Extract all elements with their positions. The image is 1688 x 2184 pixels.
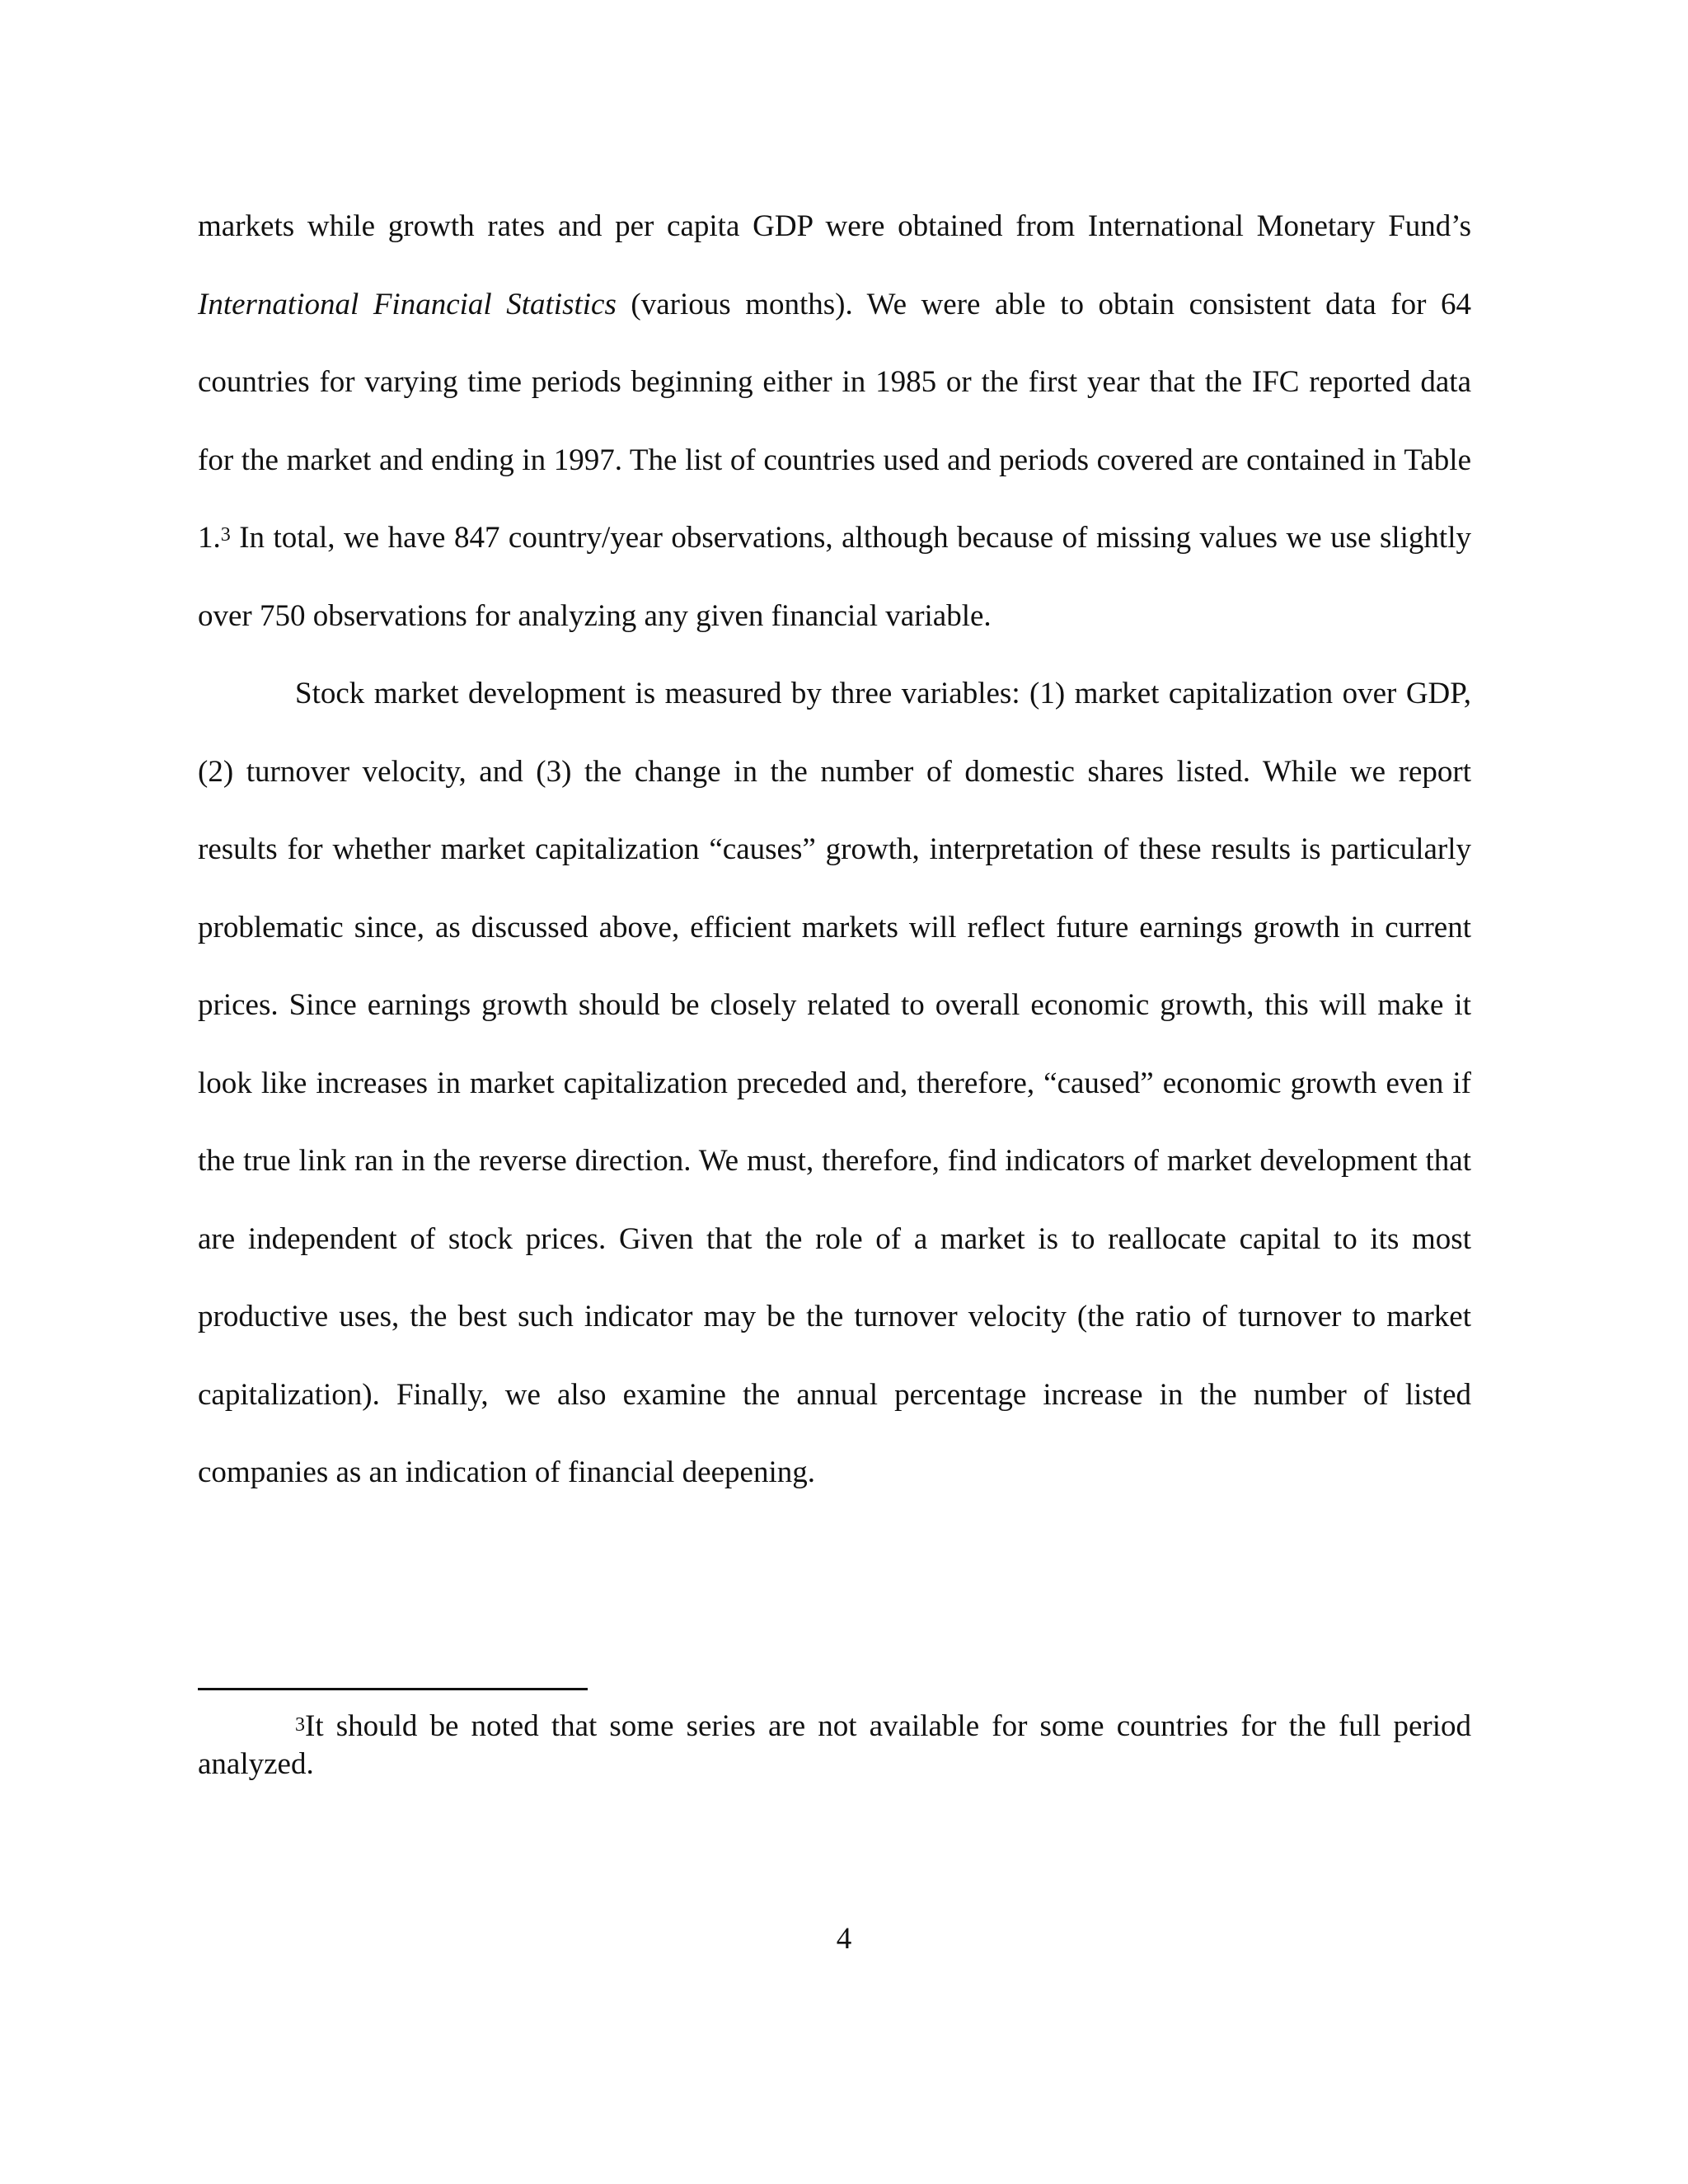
footnote-mark: 3: [295, 1714, 305, 1736]
paragraph-2: Stock market development is measured by three variables: (1) market capitalization over GDP, (2) turnover velocity, and (3) the change in the number of domestic shares listed. While we report results for whether market capitalization “causes” growth, interpretation of these results is particularly problematic since, as discussed above, efficient markets will reflect future earnings growth in current prices. Since earnings growth should be closely related to overall economic growth, this will make it look like increases in market capitalization preceded and, therefore, “caused” economic growth even if the true link ran in the reverse direction. We must, therefore, find indicators of market development that are independent of stock prices. Given that the role of a market is to reallocate capital to its most productive uses, the best such indicator may be the turnover velocity (the ratio of turnover to market capitalization). Finally, we also examine the annual percentage increase in the number of listed companies as an indication of financial deepening.: [198, 677, 1471, 1489]
paragraph-1-text-b: (various months). We were able to obtain consistent data for 64 countries for varying time periods beginning either in 1985 or the first year that the IFC reported data for the market and ending in 1997. The list of countries used and periods covered are contained in Table 1.: [198, 287, 1471, 555]
footnote-reference-3[interactable]: 3: [220, 524, 231, 546]
page-number: 4: [836, 1922, 852, 1956]
body-text: [198, 188, 1471, 1512]
paragraph-1: [198, 188, 1471, 655]
footnote-text: It should be noted that some series are not available for some countries for the full period analyzed.: [198, 1709, 1471, 1781]
paragraph-1-italic-title: International Financial Statistics: [198, 287, 617, 321]
footnote-3: [198, 1708, 1471, 1783]
footnote-separator: [198, 1688, 588, 1690]
paragraph-1-text-c: In total, we have 847 country/year observations, although because of missing values we use slightly over 750 observations for analyzing any given financial variable.: [198, 521, 1471, 633]
paragraph-1-text-a: markets while growth rates and per capita GDP were obtained from International Monetary Fund’s: [198, 209, 1471, 243]
